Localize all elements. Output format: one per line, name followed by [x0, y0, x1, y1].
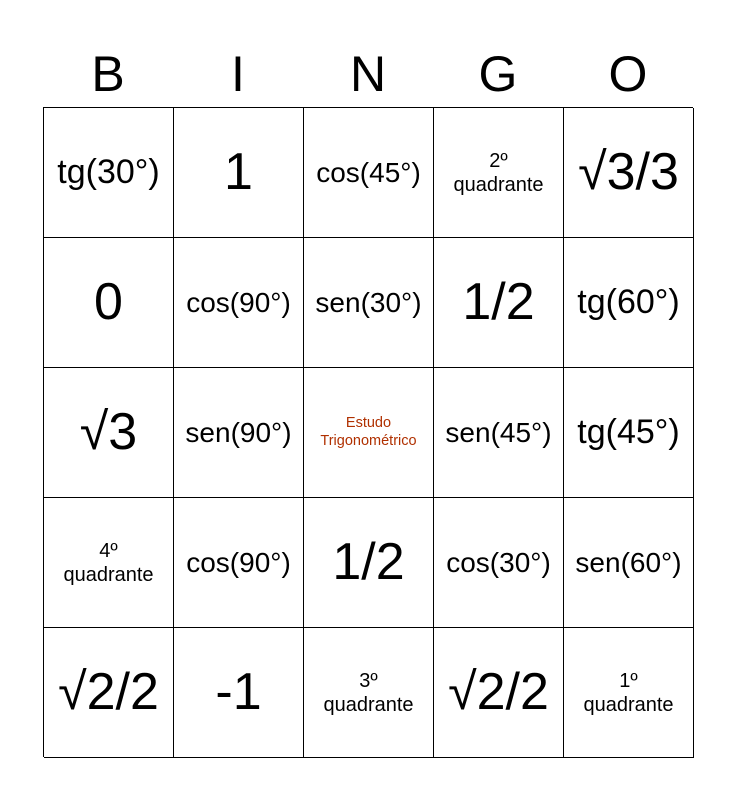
bingo-cell[interactable]: cos(45°) — [304, 108, 434, 238]
bingo-cell[interactable]: √2/2 — [44, 628, 174, 758]
header-letter-n: N — [349, 46, 387, 102]
bingo-cell[interactable]: √3 — [44, 368, 174, 498]
bingo-cell[interactable]: cos(90°) — [174, 238, 304, 368]
header-letter-b: B — [91, 46, 125, 102]
free-space-cell[interactable]: Estudo Trigonométrico — [304, 368, 434, 498]
header-letter-o: O — [608, 46, 648, 102]
header-letter-g: G — [478, 46, 518, 102]
bingo-cell[interactable]: √3/3 — [564, 108, 694, 238]
bingo-cell[interactable]: 0 — [44, 238, 174, 368]
bingo-board — [43, 107, 693, 757]
bingo-cell[interactable]: 4º quadrante — [44, 498, 174, 628]
bingo-cell[interactable]: √2/2 — [434, 628, 564, 758]
bingo-cell[interactable]: sen(60°) — [564, 498, 694, 628]
bingo-cell[interactable]: sen(90°) — [174, 368, 304, 498]
bingo-header — [43, 40, 693, 108]
bingo-cell[interactable]: 2º quadrante — [434, 108, 564, 238]
header-letter-i: I — [231, 46, 245, 102]
bingo-cell[interactable]: 1º quadrante — [564, 628, 694, 758]
bingo-cell[interactable]: sen(30°) — [304, 238, 434, 368]
bingo-cell[interactable]: 1/2 — [304, 498, 434, 628]
bingo-cell[interactable]: tg(60°) — [564, 238, 694, 368]
bingo-cell[interactable]: 3º quadrante — [304, 628, 434, 758]
bingo-cell[interactable]: cos(30°) — [434, 498, 564, 628]
bingo-cell[interactable]: -1 — [174, 628, 304, 758]
bingo-cell[interactable]: cos(90°) — [174, 498, 304, 628]
bingo-cell[interactable]: 1 — [174, 108, 304, 238]
bingo-cell[interactable]: tg(30°) — [44, 108, 174, 238]
bingo-cell[interactable]: sen(45°) — [434, 368, 564, 498]
bingo-cell[interactable]: 1/2 — [434, 238, 564, 368]
bingo-cell[interactable]: tg(45°) — [564, 368, 694, 498]
